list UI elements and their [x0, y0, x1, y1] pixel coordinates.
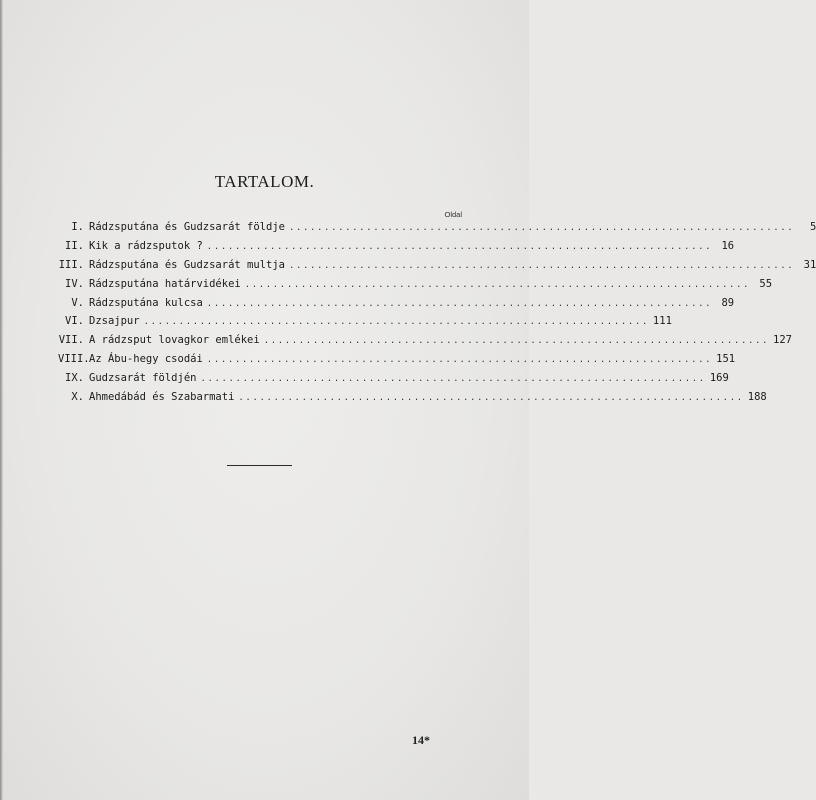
page-edge-shadow [0, 0, 3, 800]
toc-entry [58, 334, 792, 353]
toc-entry [58, 296, 735, 316]
chapter-title: Kik a rádzsputok ? [89, 239, 203, 252]
chapter-page-number: 5 [809, 221, 816, 233]
dot-leader: ........................................................................ [263, 336, 770, 347]
chapter-title: Rádzsputána és Gudzsarát földje [89, 221, 285, 233]
chapter-number: VIII. [58, 353, 90, 366]
chapter-number: III. [58, 258, 84, 271]
table-of-contents [58, 221, 816, 410]
dot-leader: ........................................................................ [288, 260, 795, 271]
dot-leader: ........................................................................ [206, 298, 713, 309]
page-column-header: Oldal [444, 210, 462, 219]
toc-entry [58, 277, 773, 297]
chapter-number: IX. [65, 372, 84, 385]
chapter-title: Rádzsputána és Gudzsarát multja [89, 258, 285, 271]
toc-entry [58, 353, 736, 372]
dot-leader: ........................................................................ [206, 241, 713, 252]
toc-entry [58, 391, 767, 410]
chapter-page-number: 111 [652, 315, 672, 328]
chapter-page-number: 89 [721, 296, 735, 309]
chapter-page-number: 31 [803, 258, 816, 271]
chapter-title: Az Ábu-hegy csodái [89, 353, 203, 366]
chapter-number: VI. [65, 315, 84, 328]
toc-entry [58, 239, 735, 259]
chapter-page-number: 16 [721, 239, 735, 252]
dot-leader: ........................................................................ [238, 393, 744, 404]
dot-leader: ........................................................................ [143, 317, 649, 328]
chapter-number: II. [65, 239, 84, 252]
toc-entry [58, 372, 729, 391]
chapter-number: X. [71, 391, 84, 404]
chapter-number: VII. [58, 334, 84, 347]
section-divider-rule [227, 465, 292, 466]
sheet-signature-mark: 14* [412, 733, 430, 747]
chapter-number: V. [71, 296, 84, 309]
chapter-title: A rádzsput lovagkor emlékei [89, 334, 260, 347]
chapter-page-number: 55 [759, 277, 773, 290]
chapter-title: Rádzsputána határvidékei [89, 277, 241, 290]
dot-leader: ........................................................................ [200, 374, 706, 385]
toc-entry [58, 315, 672, 334]
chapter-page-number: 188 [747, 391, 767, 404]
chapter-title: Ahmedábád és Szabarmati [89, 391, 235, 404]
chapter-page-number: 169 [709, 372, 729, 385]
chapter-title: Gudzsarát földjén [89, 372, 197, 385]
chapter-number: I. [71, 221, 84, 233]
dot-leader: ........................................................................ [288, 223, 795, 233]
chapter-number: IV. [65, 277, 84, 290]
chapter-page-number: 127 [773, 334, 792, 347]
dot-leader: ........................................................................ [244, 279, 751, 290]
chapter-page-number: 151 [716, 353, 736, 366]
toc-entry [58, 258, 816, 278]
toc-entry [58, 221, 816, 240]
page-title: TARTALOM. [214, 172, 315, 191]
chapter-title: Dzsajpur [89, 315, 140, 328]
chapter-title: Rádzsputána kulcsa [89, 296, 203, 309]
dot-leader: ........................................................................ [206, 355, 713, 366]
